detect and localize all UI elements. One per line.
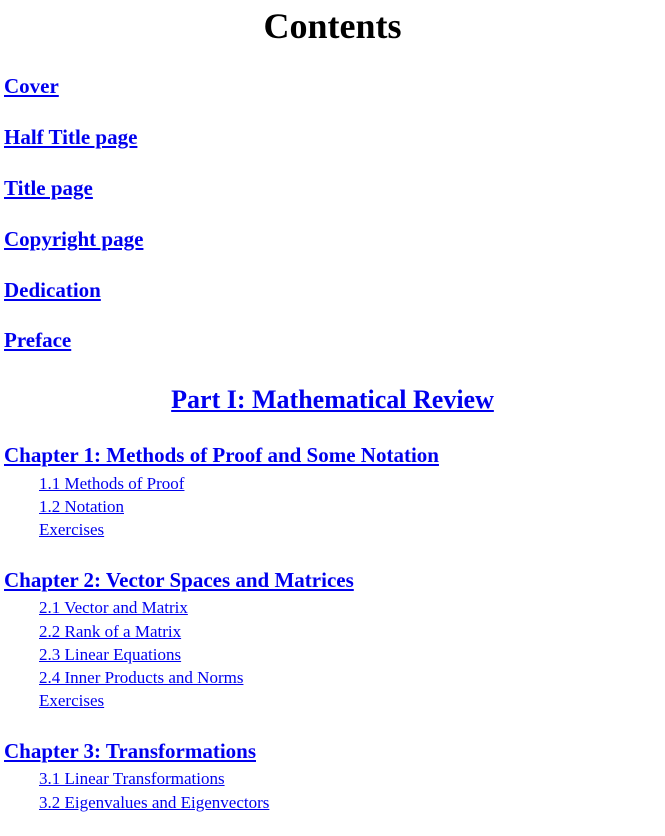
toc-link-section-3-2[interactable]: 3.2 Eigenvalues and Eigenvectors [39,793,270,812]
toc-link-section-1-1[interactable]: 1.1 Methods of Proof [39,474,185,493]
toc-link-section-2-1[interactable]: 2.1 Vector and Matrix [39,598,188,617]
part-heading [0,384,665,416]
toc-link-section-2-2[interactable]: 2.2 Rank of a Matrix [39,622,182,641]
toc-link-chapter-2[interactable]: Chapter 2: Vector Spaces and Matrices [4,568,354,592]
toc-link-chapter-1[interactable]: Chapter 1: Methods of Proof and Some Notation [4,443,439,467]
toc-link-preface[interactable]: Preface [4,328,72,352]
toc-link-part-1[interactable]: Part I: Mathematical Review [171,385,494,414]
toc-link-chapter-1-exercises[interactable]: Exercises [39,520,105,539]
toc-link-chapter-2-exercises[interactable]: Exercises [39,691,105,710]
toc-link-section-1-2[interactable]: 1.2 Notation [39,497,124,516]
toc-link-chapter-3[interactable]: Chapter 3: Transformations [4,739,256,763]
toc-link-section-2-3[interactable]: 2.3 Linear Equations [39,645,182,664]
toc-link-half-title-page[interactable]: Half Title page [4,125,138,149]
toc-link-section-3-1[interactable]: 3.1 Linear Transformations [39,769,225,788]
toc-link-copyright-page[interactable]: Copyright page [4,227,144,251]
toc-link-title-page[interactable]: Title page [4,176,93,200]
toc-link-dedication[interactable]: Dedication [4,278,101,302]
page-title: Contents [263,6,402,46]
toc-link-cover[interactable]: Cover [4,74,59,98]
toc-link-section-2-4[interactable]: 2.4 Inner Products and Norms [39,668,244,687]
